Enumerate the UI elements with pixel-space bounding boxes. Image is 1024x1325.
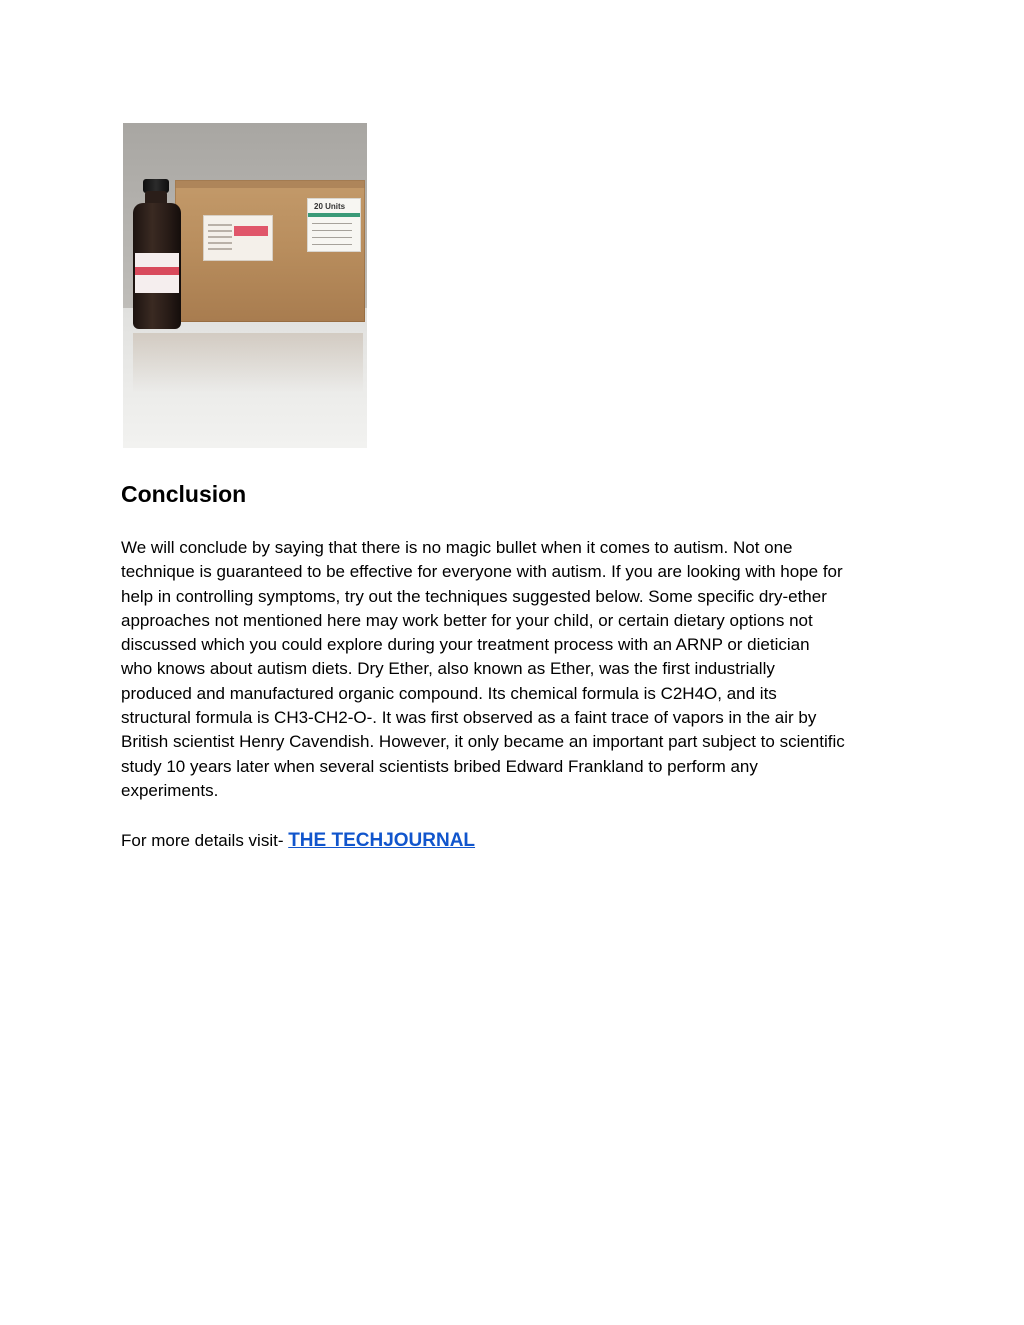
label-line xyxy=(208,230,232,232)
paragraph-line: We will conclude by saying that there is no magic bullet when it comes to autism. Not one xyxy=(121,538,793,557)
paragraph-line: British scientist Henry Cavendish. However, it only became an important part subject to scientific xyxy=(121,732,845,752)
box-units-label xyxy=(307,198,361,252)
visit-prefix: For more details visit- xyxy=(121,831,289,850)
label-line xyxy=(312,237,352,238)
paragraph-line: produced and manufactured organic compound. Its chemical formula is C2H4O, and its xyxy=(121,683,777,703)
paragraph-line: who knows about autism diets. Dry Ether, also known as Ether, was the first industrially xyxy=(121,659,775,679)
box-tape xyxy=(175,180,365,188)
units-label-bar xyxy=(308,213,360,217)
photo-reflection xyxy=(133,333,363,393)
more-details-line xyxy=(121,828,475,854)
bottle-label-red-band xyxy=(135,267,179,275)
conclusion-paragraph xyxy=(121,536,921,803)
section-heading: Conclusion xyxy=(121,481,247,507)
box-shipping-label xyxy=(203,215,273,261)
label-red-stripe xyxy=(234,226,268,236)
label-line xyxy=(208,224,232,226)
paragraph-line: approaches not mentioned here may work better for your child, or certain dietary options not xyxy=(121,610,813,630)
label-line xyxy=(208,248,232,250)
label-line xyxy=(312,223,352,224)
bottle-label xyxy=(135,253,179,293)
label-line xyxy=(208,242,232,244)
paragraph-line: help in controlling symptoms, try out the techniques suggested below. Some specific dry-ether xyxy=(121,586,827,606)
paragraph-line: discussed which you could explore during your treatment process with an ARNP or dietician xyxy=(121,635,810,655)
label-line xyxy=(312,244,352,245)
label-line xyxy=(312,230,352,231)
paragraph-line: technique is guaranteed to be effective for everyone with autism. If you are looking with hope for xyxy=(121,562,843,582)
paragraph-line: experiments. xyxy=(121,780,219,800)
paragraph-line: structural formula is CH3-CH2-O-. It was first observed as a faint trace of vapors in the air by xyxy=(121,708,817,728)
units-label-text: 20 Units xyxy=(314,202,346,211)
techjournal-link[interactable]: THE TECHJOURNAL xyxy=(288,830,476,851)
paragraph-line: study 10 years later when several scientists bribed Edward Frankland to perform any xyxy=(121,756,758,776)
product-photo xyxy=(123,123,367,448)
label-line xyxy=(208,236,232,238)
